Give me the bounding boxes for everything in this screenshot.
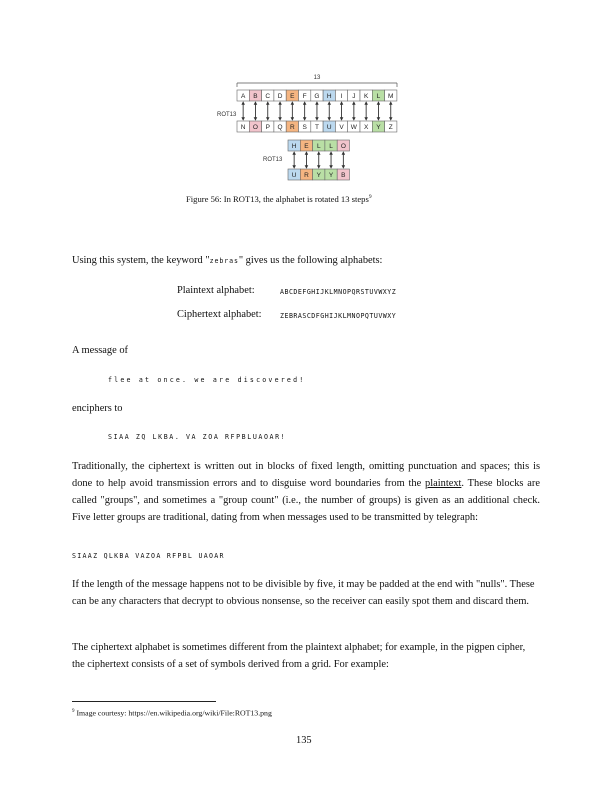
uryyb-row-letter: U [291, 172, 297, 180]
shift-bracket [237, 75, 397, 87]
top-row-letter: M [388, 93, 394, 101]
bottom-row-letter: S [302, 124, 307, 132]
top-row-letter: A [240, 93, 246, 101]
page-number: 135 [296, 735, 312, 746]
message-ciphertext: SIAA ZQ LKBA. VA ZOA RFPBLUAOAR! [108, 433, 287, 441]
bottom-row-letter: T [314, 124, 319, 132]
plaintext-alphabet-value: ABCDEFGHIJKLMNOPQRSTUVWXYZ [280, 288, 397, 296]
enciphers-label: enciphers to [72, 403, 123, 414]
paragraph-pigpen: The ciphertext alphabet is sometimes different from the plaintext alphabet; for example, in the pigpen cipher, the ciphertext consists of a set of symbols derived from a grid. For example: [72, 642, 526, 670]
uryyb-row [288, 169, 350, 180]
hello-row-letter: L [329, 143, 333, 151]
hello-row [288, 140, 350, 151]
intro-line [72, 256, 382, 266]
message-label: A message of [72, 345, 128, 356]
five-letter-groups: SIAAZ QLKBA VAZOA RFPBL UAOAR [72, 552, 225, 560]
shift-label: 13 [313, 75, 321, 81]
figure-caption: Figure 56: In ROT13, the alphabet is rotated 13 steps$^9$ [186, 194, 372, 204]
bottom-row-letter: U [326, 124, 332, 132]
top-row-letter: K [363, 93, 369, 101]
top-row-letter: B [253, 93, 258, 101]
rot13-label-bottom: ROT13 [263, 157, 283, 163]
message-plaintext: flee at once. we are discovered! [108, 376, 306, 384]
paragraph-nulls: If the length of the message happens not to be divisible by five, it may be padded at the end with "nulls". These can be any characters that decrypt to obvious nonsense, so the receiver can easily spot them and discard them. [72, 579, 535, 607]
bottom-row-letter: R [289, 124, 295, 132]
intro-after: " gives us the following alphabets: [238, 255, 383, 266]
hello-row-letter: L [316, 143, 321, 151]
top-row-letter: J [352, 93, 356, 101]
uryyb-row-letter: B [341, 172, 346, 180]
paragraph-groups [72, 458, 540, 526]
top-row-letter: G [314, 93, 320, 101]
bottom-row-letter: Y [376, 124, 381, 132]
footnote-marker: 9 [72, 709, 75, 714]
bottom-row-letter: Z [388, 124, 393, 132]
uryyb-row-letter: R [304, 172, 309, 180]
top-row-letter: E [290, 93, 295, 101]
top-row-letter: D [277, 93, 283, 101]
hello-row-letter: H [291, 143, 297, 151]
paragraph-groups-part1: Traditionally, the ciphertext is written out in blocks of fixed length, omitting punctuation and spaces; this is done to help avoid transmission errors and to disguise word boundaries from the [72, 461, 540, 489]
hello-row-letter: O [340, 143, 346, 151]
intro-keyword: zebras [209, 257, 239, 265]
top-row-letter: F [302, 93, 307, 101]
plaintext-link[interactable]: plaintext [425, 478, 462, 489]
bottom-row-letter: P [265, 124, 270, 132]
caption-footnote-marker: 9 [368, 194, 372, 201]
alphabet-row-top [237, 90, 397, 101]
ciphertext-alphabet-value: ZEBRASCDFGHIJKLMNOPQTUVWXY [280, 312, 397, 320]
ciphertext-alphabet-label: Ciphertext alphabet: [177, 309, 262, 320]
bottom-row-letter: W [350, 124, 357, 132]
top-row-letter: C [265, 93, 271, 101]
top-row-letter: L [376, 93, 381, 101]
footnote-text: Image courtesy: https://en.wikipedia.org/wiki/File:ROT13.png [76, 708, 272, 718]
plaintext-alphabet-label: Plaintext alphabet: [177, 285, 255, 296]
rot13-label-top: ROT13 [217, 112, 237, 118]
alphabet-row-bottom [237, 121, 397, 132]
bottom-row-letter: V [339, 124, 344, 132]
top-row-letter: I [340, 93, 343, 101]
hello-row-letter: E [304, 143, 309, 151]
bottom-row-letter: N [240, 124, 246, 132]
top-row-letter: H [326, 93, 332, 101]
bottom-row-letter: Q [277, 124, 283, 132]
bottom-row-letter: X [363, 124, 369, 132]
hello-arrow-row [294, 153, 343, 167]
arrow-row [243, 103, 391, 119]
paragraph-groups-part2: . These blocks are called "groups", and sometimes a "group count" (i.e., the number of groups) is given as an additional check. Five letter groups are traditional, dating from when messages used to be transmitted by telegraph: [72, 478, 540, 523]
footnote [72, 709, 272, 717]
bottom-row-letter: O [252, 124, 258, 132]
uryyb-row-letter: Y [316, 172, 321, 180]
footnote-rule [72, 701, 216, 702]
intro-before: Using this system, the keyword " [72, 255, 210, 266]
rot13-figure [217, 68, 402, 186]
uryyb-row-letter: Y [328, 172, 334, 180]
